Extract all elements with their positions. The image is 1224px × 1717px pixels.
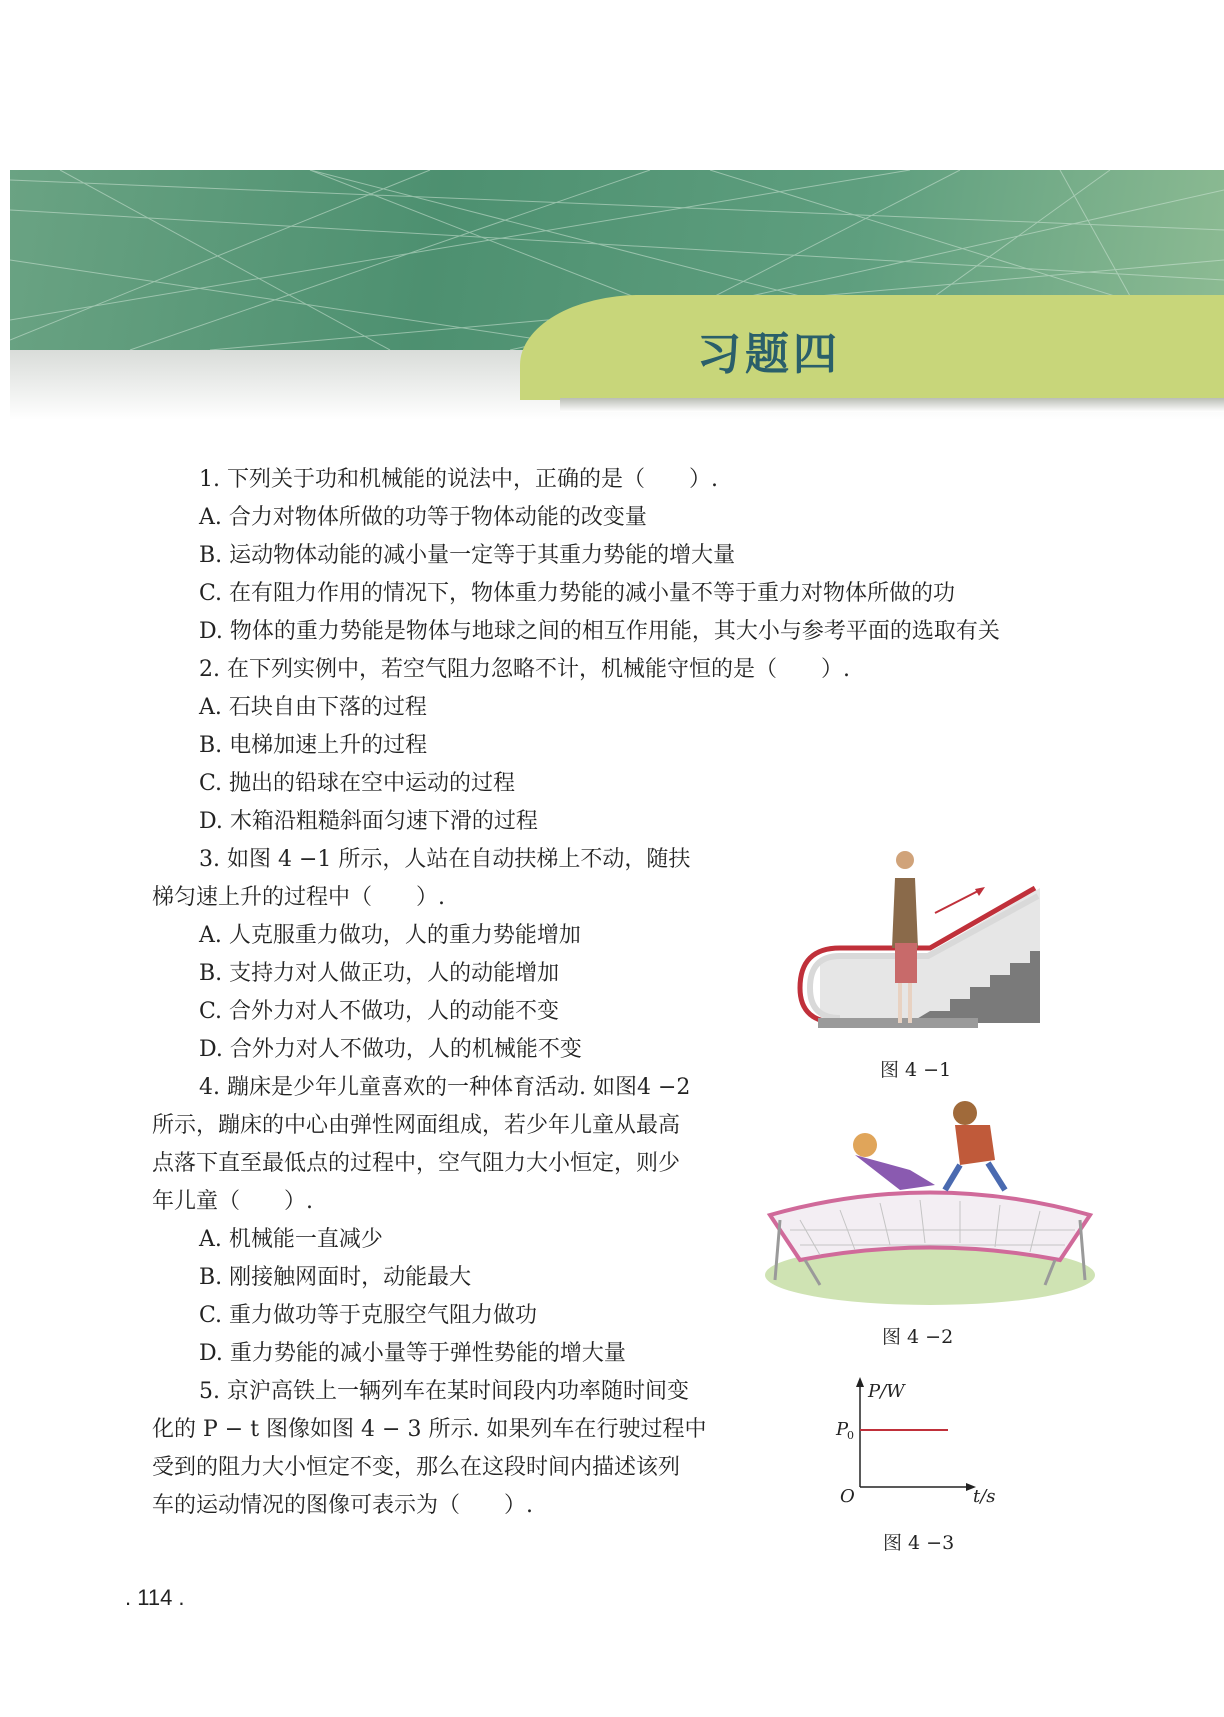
q4-option-a: A. 机械能一直减少 (199, 1227, 383, 1252)
q4-option-d: D. 重力势能的减小量等于弹性势能的增大量 (199, 1341, 626, 1366)
child2-body (955, 1125, 995, 1165)
p0-label: P (836, 1419, 849, 1440)
origin-label: O (840, 1486, 855, 1507)
y-axis-arrow (856, 1377, 864, 1387)
direction-arrowhead (975, 887, 985, 896)
q5-stem-line1: 5. 京沪高铁上一辆列车在某时间段内功率随时间变 (199, 1379, 689, 1404)
q5-stem-line3: 受到的阻力大小恒定不变，那么在这段时间内描述该列 (152, 1455, 681, 1480)
p0-subscript: 0 (847, 1429, 854, 1442)
q2-option-c: C. 抛出的铅球在空中运动的过程 (199, 771, 516, 796)
q3-option-a: A. 人克服重力做功，人的重力势能增加 (199, 923, 581, 948)
child1-body (855, 1155, 935, 1190)
q3-stem-line1: 3. 如图 4 −1 所示，人站在自动扶梯上不动，随扶 (199, 847, 691, 872)
q2-option-a: A. 石块自由下落的过程 (199, 695, 427, 720)
x-axis-label: t/s (973, 1486, 996, 1507)
q1-stem: 1. 下列关于功和机械能的说法中，正确的是（ ）. (199, 467, 718, 492)
q1-option-b: B. 运动物体动能的减小量一定等于其重力势能的增大量 (199, 543, 736, 568)
q2-option-d: D. 木箱沿粗糙斜面匀速下滑的过程 (199, 809, 538, 834)
person-coat (892, 878, 918, 948)
y-axis-label: P/W (868, 1381, 905, 1402)
q1-option-d: D. 物体的重力势能是物体与地球之间的相互作用能，其大小与参考平面的选取有关 (199, 619, 1000, 644)
child1-head (853, 1133, 877, 1157)
child2-legs (945, 1163, 1005, 1190)
figure-trampoline (760, 1095, 1095, 1305)
figure-4-1-caption: 图 4 −1 (880, 1059, 952, 1081)
q1-option-a: A. 合力对物体所做的功等于物体动能的改变量 (199, 505, 647, 530)
q4-stem-line1: 4. 蹦床是少年儿童喜欢的一种体育活动. 如图4 −2 (199, 1075, 691, 1100)
q4-option-b: B. 刚接触网面时，动能最大 (199, 1265, 472, 1290)
child2-head (953, 1101, 977, 1125)
q3-option-d: D. 合外力对人不做功，人的机械能不变 (199, 1037, 582, 1062)
q2-option-b: B. 电梯加速上升的过程 (199, 733, 428, 758)
q4-stem-line4: 年儿童（ ）. (152, 1189, 313, 1214)
q4-stem-line2: 所示，蹦床的中心由弹性网面组成，若少年儿童从最高 (152, 1113, 681, 1138)
page-title: 习题四 (697, 329, 841, 380)
q5-stem-line4: 车的运动情况的图像可表示为（ ）. (152, 1493, 533, 1518)
q4-option-c: C. 重力做功等于克服空气阻力做功 (199, 1303, 538, 1328)
q2-stem: 2. 在下列实例中，若空气阻力忽略不计，机械能守恒的是（ ）. (199, 657, 850, 682)
q4-stem-line3: 点落下直至最低点的过程中，空气阻力大小恒定，则少 (152, 1151, 681, 1176)
q3-option-b: B. 支持力对人做正功，人的动能增加 (199, 961, 560, 986)
q5-stem-line2: 化的 P − t 图像如图 4 − 3 所示. 如果列车在行驶过程中 (152, 1417, 707, 1442)
q3-stem-line2: 梯匀速上升的过程中（ ）. (152, 885, 445, 910)
figure-4-3-caption: 图 4 −3 (883, 1532, 955, 1554)
direction-arrow (935, 890, 980, 913)
figure-escalator (780, 848, 1045, 1038)
figure-4-2-caption: 图 4 −2 (882, 1326, 954, 1348)
title-tab (520, 295, 1224, 400)
person-head (896, 851, 914, 869)
title-tab-shadow (560, 398, 1224, 412)
page-number: . 114 . (125, 1585, 185, 1610)
q1-option-c: C. 在有阻力作用的情况下，物体重力势能的减小量不等于重力对物体所做的功 (199, 581, 956, 606)
figure-p-t-graph (830, 1375, 1015, 1515)
q3-option-c: C. 合外力对人不做功，人的动能不变 (199, 999, 560, 1024)
person-skirt (895, 943, 917, 983)
